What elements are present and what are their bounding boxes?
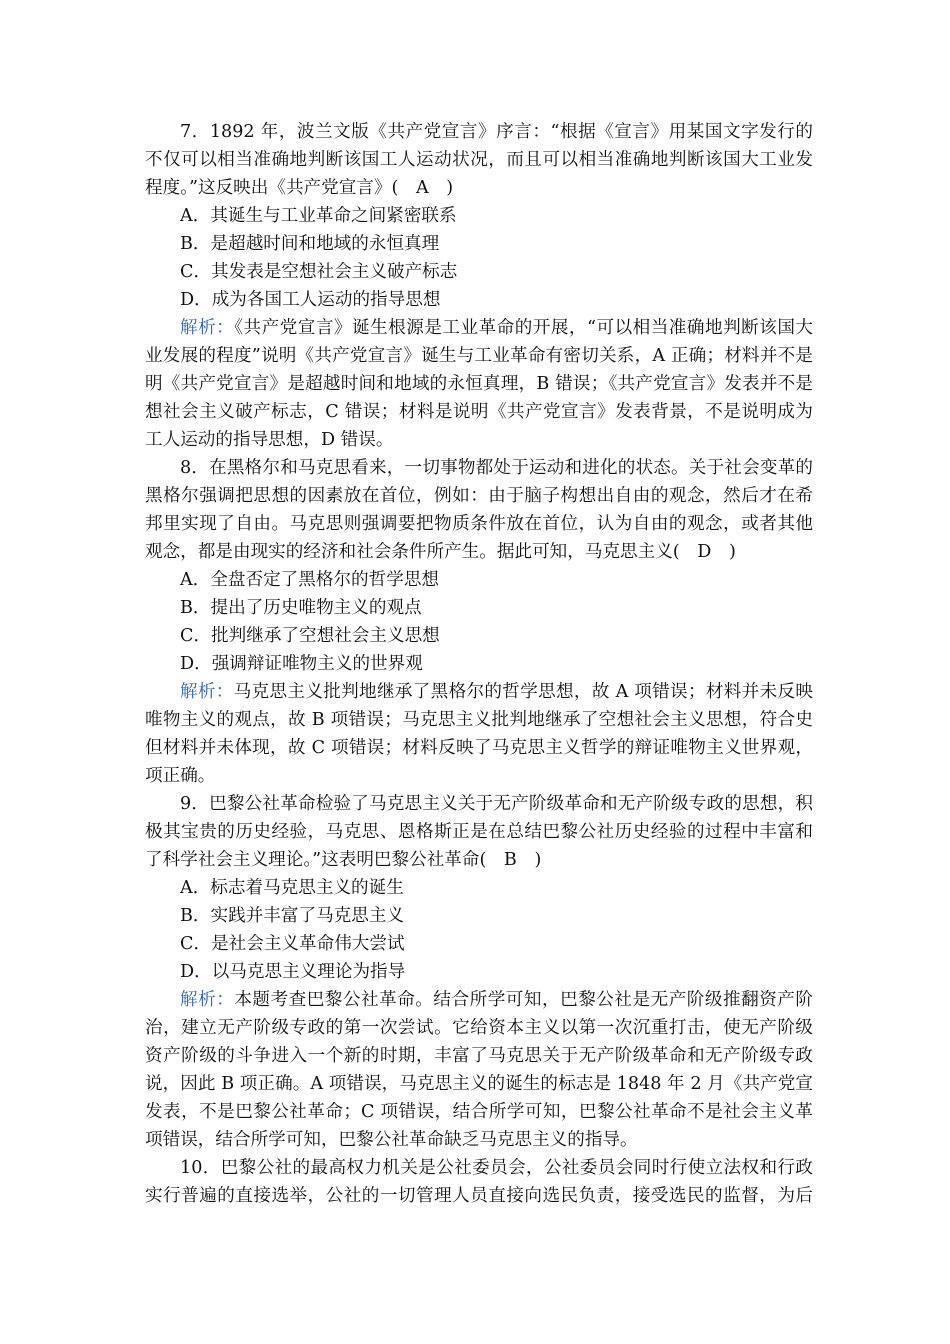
question-8 <box>145 454 813 790</box>
option-a: A．全盘否定了黑格尔的哲学思想 <box>180 570 440 590</box>
option-c: C．批判继承了空想社会主义思想 <box>180 626 440 646</box>
analysis-text: 马克思主义批判地继承了黑格尔的哲学思想，故 A 项错误；材料并未反映 <box>233 682 813 702</box>
question-stem-line: 7．1892 年，波兰文版《共产党宣言》序言：“根据《宣言》用某国文字发行的 <box>180 122 813 142</box>
question-stem-line: 不仅可以相当准确地判断该国工人运动状况，而且可以相当准确地判断该国大工业发 <box>145 150 813 170</box>
analysis-line: 项正确。 <box>145 766 216 786</box>
question-stem-line: 程度。”这反映出《共产党宣言》( A ) <box>145 178 454 198</box>
analysis-line: 想社会主义破产标志，C 错误；材料是说明《共产党宣言》发表背景，不是说明成为 <box>145 402 813 422</box>
analysis-label: 解析： <box>180 682 234 702</box>
question-stem-line: 8．在黑格尔和马克思看来，一切事物都处于运动和进化的状态。关于社会变革的 <box>180 458 813 478</box>
question-stem-line: 实行普遍的直接选举，公社的一切管理人员直接向选民负责，接受选民的监督，为后 <box>145 1186 813 1206</box>
option-c: C．其发表是空想社会主义破产标志 <box>180 262 458 282</box>
analysis-line <box>145 986 813 1014</box>
analysis-line: 项错误，结合所学可知，巴黎公社革命缺乏马克思主义的指导。 <box>145 1130 638 1150</box>
analysis-label: 解析： <box>180 318 235 338</box>
option-d: D．强调辩证唯物主义的世界观 <box>180 654 423 674</box>
analysis-line: 说，因此 B 项正确。A 项错误，马克思主义的诞生的标志是 1848 年 2 月《共产党宣 <box>145 1074 813 1094</box>
option-b: B．提出了历史唯物主义的观点 <box>180 598 422 618</box>
analysis-text: 本题考查巴黎公社革命。结合所学可知，巴黎公社是无产阶级推翻资产阶 <box>234 990 813 1010</box>
option-b: B．是超越时间和地域的永恒真理 <box>180 234 440 254</box>
question-9 <box>145 790 813 1154</box>
analysis-text: 《共产党宣言》诞生根源是工业革命的开展，“可以相当准确地判断该国大 <box>234 318 813 338</box>
analysis-line <box>145 678 813 706</box>
option-a: A．标志着马克思主义的诞生 <box>180 878 404 898</box>
analysis-line: 发表，不是巴黎公社革命；C 项错误，结合所学可知，巴黎公社革命不是社会主义革 <box>145 1102 813 1122</box>
analysis-line: 工人运动的指导思想，D 错误。 <box>145 430 394 450</box>
option-d: D．以马克思主义理论为指导 <box>180 962 406 982</box>
question-stem-line: 观念，都是由现实的经济和社会条件所产生。据此可知，马克思主义( D ) <box>145 542 736 562</box>
analysis-line: 但材料并未体现，故 C 项错误；材料反映了马克思主义哲学的辩证唯物主义世界观， <box>145 738 813 758</box>
analysis-line: 明《共产党宣言》是超越时间和地域的永恒真理，B 错误；《共产党宣言》发表并不是 <box>145 374 813 394</box>
question-stem-line: 邦里实现了自由。马克思则强调要把物质条件放在首位，认为自由的观念，或者其他 <box>145 514 813 534</box>
question-7 <box>145 118 813 454</box>
question-stem-line: 9．巴黎公社革命检验了马克思主义关于无产阶级革命和无产阶级专政的思想，积 <box>180 794 813 814</box>
analysis-line: 唯物主义的观点，故 B 项错误；马克思主义批判地继承了空想社会主义思想，符合史 <box>145 710 813 730</box>
analysis-line: 资产阶级的斗争进入一个新的时期，丰富了马克思关于无产阶级革命和无产阶级专政 <box>145 1046 813 1066</box>
option-a: A．其诞生与工业革命之间紧密联系 <box>180 206 457 226</box>
analysis-line: 治，建立无产阶级专政的第一次尝试。它给资本主义以第一次沉重打击，使无产阶级 <box>145 1018 813 1038</box>
analysis-line: 业发展的程度”说明《共产党宣言》诞生与工业革命有密切关系，A 正确；材料并不是 <box>145 346 813 366</box>
analysis-label: 解析： <box>180 990 235 1010</box>
question-stem-line: 10．巴黎公社的最高权力机关是公社委员会，公社委员会同时行使立法权和行政 <box>180 1158 813 1178</box>
option-b: B．实践并丰富了马克思主义 <box>180 906 405 926</box>
question-stem-line: 黑格尔强调把思想的因素放在首位，例如：由于脑子构想出自由的观念，然后才在希 <box>145 486 813 506</box>
analysis-line <box>145 314 813 342</box>
option-d: D．成为各国工人运动的指导思想 <box>180 290 441 310</box>
question-content <box>145 118 813 1210</box>
question-stem-line: 极其宝贵的历史经验，马克思、恩格斯正是在总结巴黎公社历史经验的过程中丰富和 <box>145 822 813 842</box>
option-c: C．是社会主义革命伟大尝试 <box>180 934 405 954</box>
question-stem-line: 了科学社会主义理论。”这表明巴黎公社革命( B ) <box>145 850 542 870</box>
question-10 <box>145 1154 813 1210</box>
